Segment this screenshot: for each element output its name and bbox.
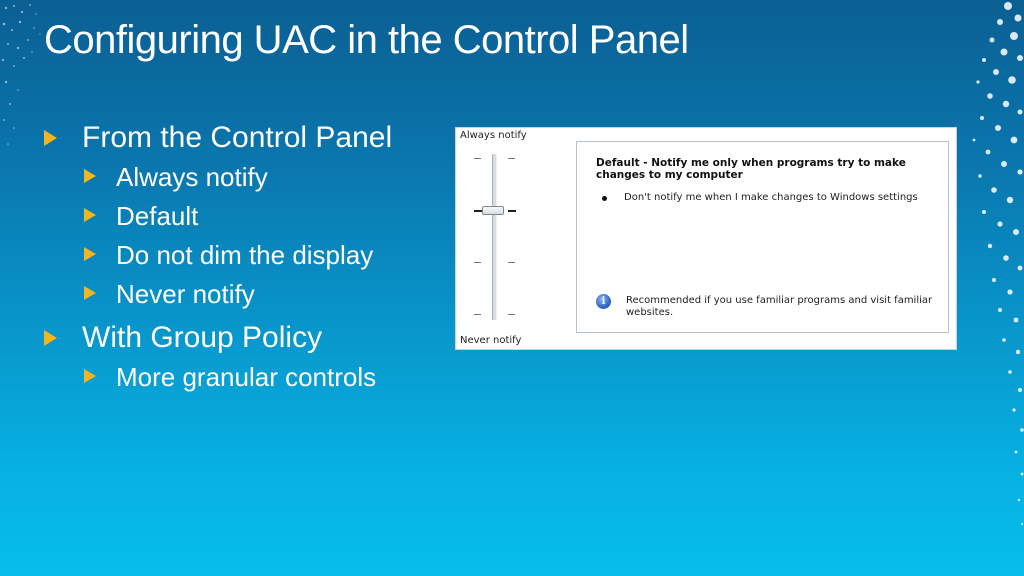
bullet-do-not-dim [44,236,444,275]
bullet-arrow-icon [84,169,96,183]
level-detail: Don't notify me when I make changes to Windows settings [624,192,918,203]
bullet-default [44,197,444,236]
level-heading: Default - Notify me only when programs try to make changes to my computer [596,157,906,181]
bullet-arrow-icon [84,369,96,383]
bullet-text: More granular controls [116,362,377,392]
uac-description-panel [576,141,949,333]
bullet-text: With Group Policy [82,321,323,354]
bullet-arrow-icon [84,208,96,222]
slider-bottom-label: Never notify [460,335,522,346]
bullet-text: From the Control Panel [82,121,393,154]
slider-tick [508,262,515,263]
uac-settings-screenshot [455,127,957,350]
uac-slider-track[interactable] [492,154,497,320]
slider-tick [474,314,481,315]
slider-tick [508,158,515,159]
bullet-text: Always notify [116,162,268,192]
bullet-arrow-icon [44,130,57,146]
slider-tick [474,210,482,212]
bullet-arrow-icon [44,330,57,346]
bullet-text: Never notify [116,279,255,309]
uac-slider-thumb[interactable] [482,206,504,215]
bullet-from-control-panel [44,118,444,158]
bullet-text: Default [116,201,199,231]
bullet-dot-icon [602,196,607,201]
slider-top-label: Always notify [460,130,527,141]
slider-tick [474,262,481,263]
bullet-list [44,118,444,397]
slide-title: Configuring UAC in the Control Panel [44,18,689,62]
bullet-never-notify [44,275,444,314]
slider-tick [474,158,481,159]
bullet-arrow-icon [84,286,96,300]
slider-tick [508,314,515,315]
bullet-arrow-icon [84,247,96,261]
recommendation-note: Recommended if you use familiar programs and visit familiar websites. [626,295,933,318]
slider-tick [508,210,516,212]
bullet-with-group-policy [44,318,444,358]
decorative-dot-pattern-left [0,0,48,160]
info-icon: i [596,294,611,309]
bullet-text: Do not dim the display [116,240,374,270]
bullet-always-notify [44,158,444,197]
bullet-more-granular [44,358,444,397]
